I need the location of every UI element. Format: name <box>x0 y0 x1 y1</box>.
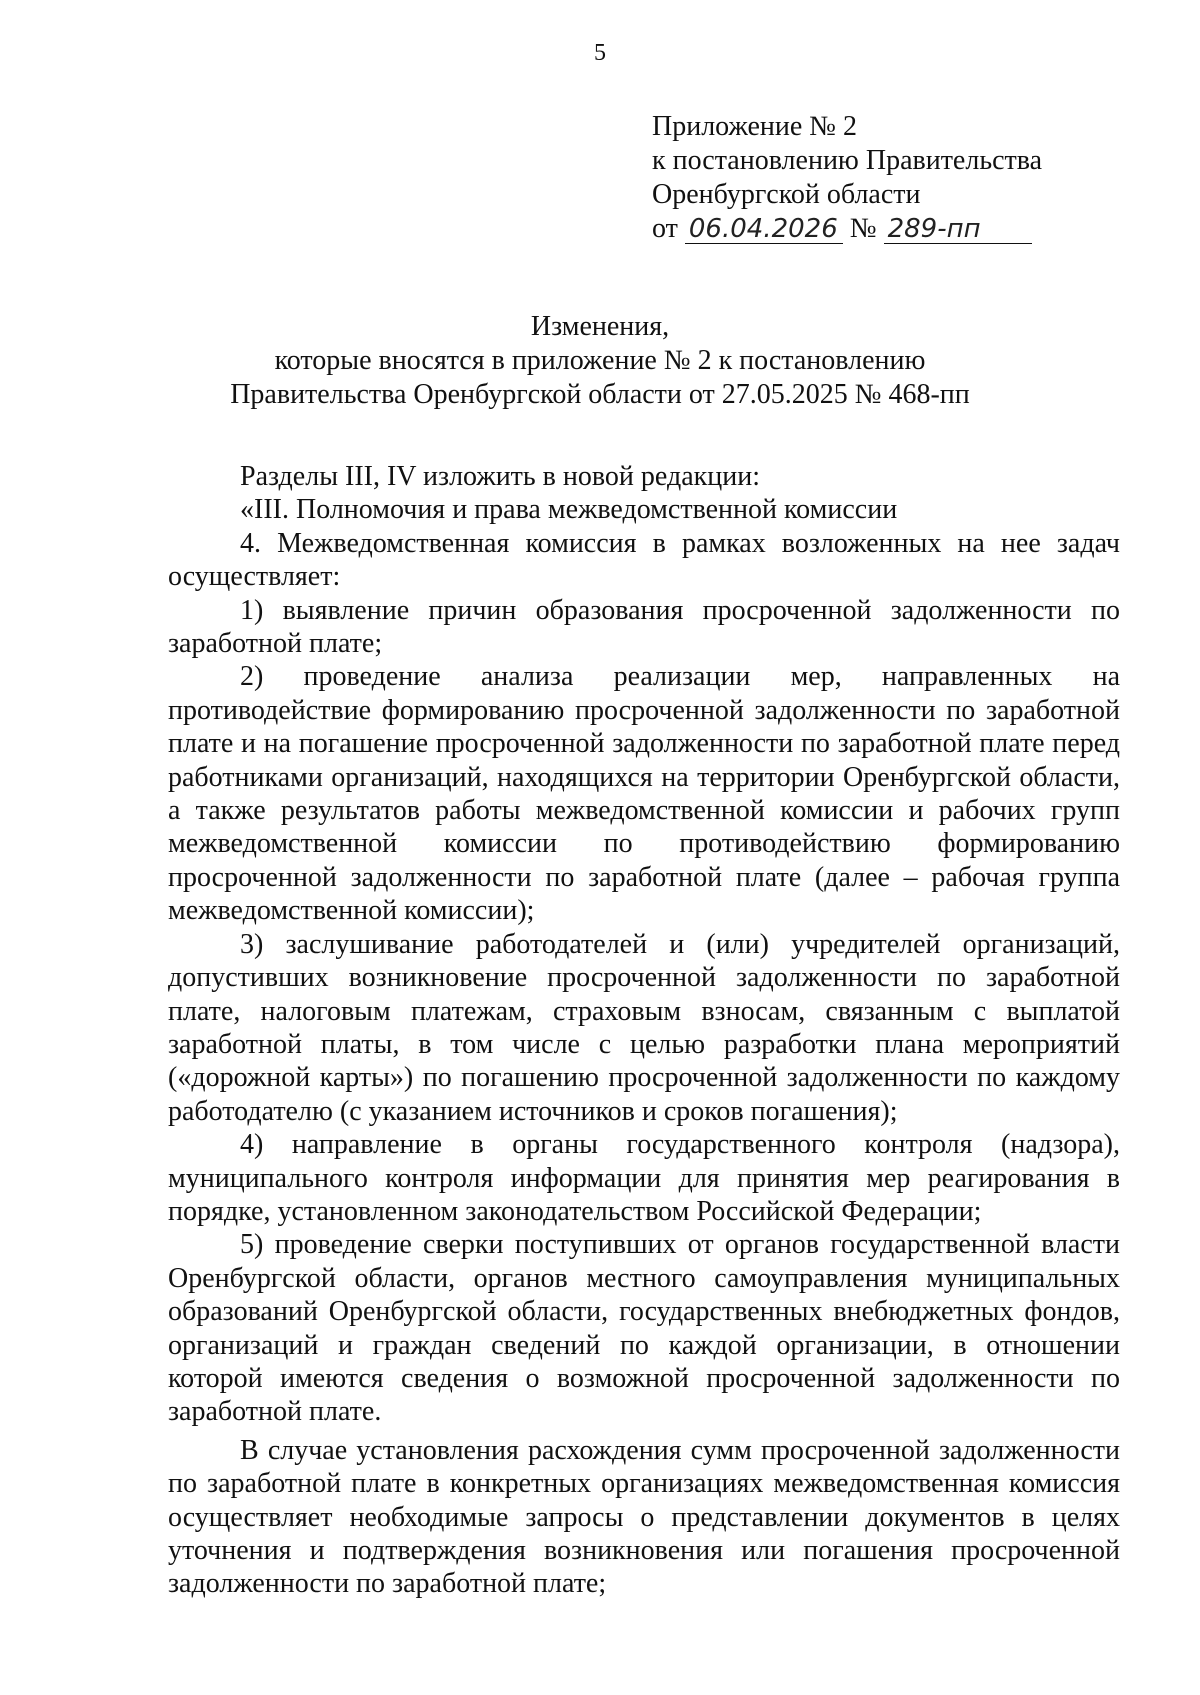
appendix-region: Оренбургской области <box>652 179 921 210</box>
document-body <box>168 460 1120 1601</box>
appendix-header <box>652 110 1042 246</box>
paragraph-subitem-3: 3) заслушивание работодателей и (или) учредителей организаций, допустивших возникновение просроченной задолженности по заработной плате, налоговым платежам, страховым взносам, связанным с выплатой заработной платы, в том числе с целью разработки плана мероприятий («дорожной карты») по погашению просроченной задолженности по каждому работодателю (с указанием источников и сроков погашения); <box>168 928 1120 1127</box>
paragraph-intro: Разделы III, IV изложить в новой редакции: <box>240 461 760 492</box>
paragraph-subitem-2: 2) проведение анализа реализации мер, направленных на противодействие формированию просроченной задолженности по заработной плате и на погашение просроченной задолженности по заработной плате перед работниками организаций, находящихся на территории Оренбургской области, а также результатов работы межведомственной комиссии и рабочих групп межведомственной комиссии по противодействию формированию просроченной задолженности по заработной плате (далее – рабочая группа межведомственной комиссии); <box>168 661 1120 927</box>
paragraph-subitem-1: 1) выявление причин образования просроченной задолженности по заработной плате; <box>168 594 1120 660</box>
appendix-title: Приложение № 2 <box>652 111 857 142</box>
appendix-reference: к постановлению Правительства <box>652 145 1043 176</box>
section-heading: «III. Полномочия и права межведомственной комиссии <box>240 494 898 526</box>
document-title <box>0 310 1200 412</box>
title-line-2: которые вносятся в приложение № 2 к постановлению <box>274 345 926 376</box>
appendix-date-number-line <box>652 212 1042 246</box>
paragraph-subitem-4: 4) направление в органы государственного контроля (надзора), муниципального контроля информации для принятия мер реагирования в порядке, установленном законодательством Российской Федерации; <box>168 1129 1120 1227</box>
title-line-3: Правительства Оренбургской области от 27.05.2025 № 468-пп <box>230 379 970 410</box>
paragraph-subitem-5: 5) проведение сверки поступивших от органов государственной власти Оренбургской области, органов местного самоуправления муниципальных образований Оренбургской области, государственных внебюджетных фондов, организаций и граждан сведений по каждой организации, в отношении которой имеются сведения о возможной просроченной задолженности по заработной плате. <box>168 1229 1120 1428</box>
paragraph-discrepancy: В случае установления расхождения сумм просроченной задолженности по заработной плате в конкретных организациях межведомственная комиссия осуществляет необходимые запросы о представлении документов в целях уточнения и подтверждения возникновения или погашения просроченной задолженности по заработной плате; <box>168 1434 1120 1600</box>
page-number: 5 <box>594 40 606 66</box>
handwritten-number: 289-пп <box>884 215 1032 244</box>
handwritten-date: 06.04.2026 <box>685 215 843 244</box>
date-prefix: от <box>652 213 678 244</box>
paragraph-item-4: 4. Межведомственная комиссия в рамках возложенных на нее задач осуществляет: <box>168 527 1120 593</box>
number-prefix: № <box>849 213 877 244</box>
title-line-1: Изменения, <box>530 311 670 342</box>
